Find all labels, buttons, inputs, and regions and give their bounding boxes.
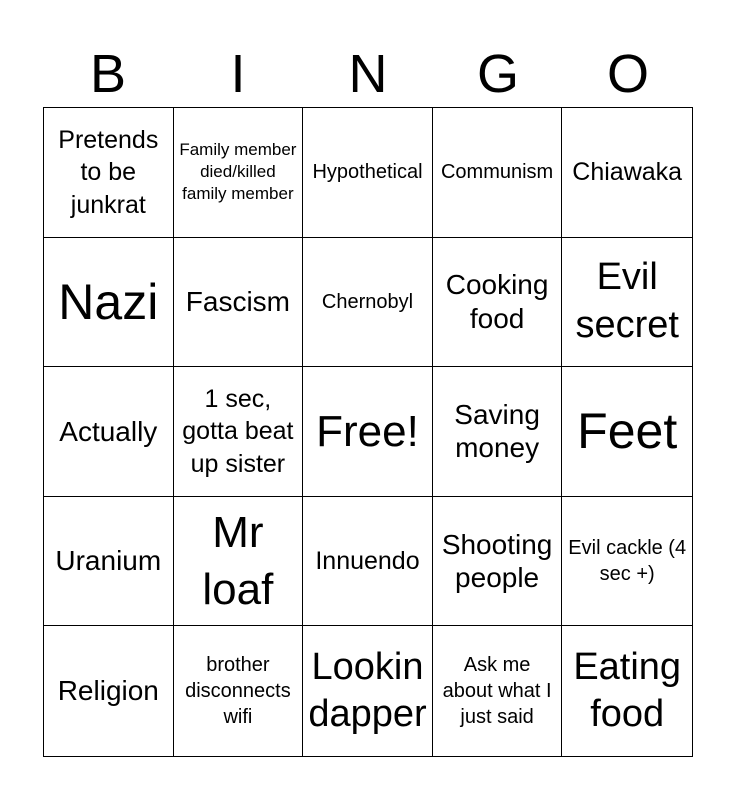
bingo-cell-r2-c3[interactable]	[433, 367, 563, 497]
cell-text: Fascism	[185, 286, 290, 318]
bingo-cell-r3-c2[interactable]	[303, 497, 433, 627]
bingo-cell-r1-c3[interactable]	[433, 238, 563, 368]
bingo-cell-r3-c3[interactable]	[433, 497, 563, 627]
bingo-cell-r3-c4[interactable]	[562, 497, 692, 627]
cell-text: Family member died/killed family member	[179, 140, 297, 204]
header-letter-g: G	[476, 44, 519, 104]
bingo-cell-r1-c1[interactable]	[174, 238, 304, 368]
cell-text: Lookin dapper	[308, 645, 427, 736]
bingo-header	[43, 44, 693, 104]
bingo-cell-r4-c4[interactable]	[562, 626, 692, 756]
cell-text: Actually	[59, 415, 158, 447]
cell-text: Feet	[577, 403, 678, 460]
cell-text: Chernobyl	[321, 290, 414, 313]
cell-text: Eating food	[573, 645, 682, 736]
bingo-cell-r2-c2[interactable]	[303, 367, 433, 497]
cell-text: Cooking food	[445, 269, 549, 334]
bingo-cell-r3-c1[interactable]	[174, 497, 304, 627]
header-letter-b: B	[89, 44, 127, 104]
cell-text: Nazi	[58, 273, 159, 330]
bingo-cell-r0-c2[interactable]	[303, 108, 433, 238]
cell-text: Mr loaf	[202, 507, 274, 615]
cell-text: brother disconnects wifi	[185, 654, 291, 729]
cell-text: Shooting people	[441, 528, 553, 594]
bingo-cell-r4-c0[interactable]	[44, 626, 174, 756]
bingo-cell-r2-c0[interactable]	[44, 367, 174, 497]
cell-text: Ask me about what I just said	[442, 654, 552, 729]
cell-text: Saving money	[454, 398, 540, 464]
header-letter-o: O	[606, 44, 649, 104]
bingo-cell-r1-c2[interactable]	[303, 238, 433, 368]
cell-text: Evil secret	[575, 256, 679, 346]
bingo-cell-r2-c1[interactable]	[174, 367, 304, 497]
header-letter-n: N	[348, 44, 388, 104]
bingo-cell-r1-c4[interactable]	[562, 238, 692, 368]
cell-text: Evil cackle (4 sec +)	[568, 537, 687, 586]
cell-text: Free!	[316, 406, 419, 456]
cell-text: Pretends to be junkrat	[58, 125, 159, 219]
cell-text: Hypothetical	[312, 161, 423, 184]
bingo-cell-r0-c3[interactable]	[433, 108, 563, 238]
bingo-cell-r1-c0[interactable]	[44, 238, 174, 368]
bingo-cell-r4-c3[interactable]	[433, 626, 563, 756]
cell-text: Uranium	[55, 545, 162, 577]
bingo-cell-r4-c1[interactable]	[174, 626, 304, 756]
cell-text: Innuendo	[315, 546, 420, 575]
bingo-cell-r0-c4[interactable]	[562, 108, 692, 238]
bingo-cell-r0-c1[interactable]	[174, 108, 304, 238]
bingo-cell-r0-c0[interactable]	[44, 108, 174, 238]
cell-text: Religion	[57, 675, 159, 707]
bingo-cell-r3-c0[interactable]	[44, 497, 174, 627]
cell-text: 1 sec, gotta beat up sister	[182, 384, 294, 478]
bingo-cell-r2-c4[interactable]	[562, 367, 692, 497]
bingo-cell-r4-c2[interactable]	[303, 626, 433, 756]
header-letter-i: I	[230, 44, 246, 104]
bingo-board	[43, 107, 693, 757]
cell-text: Chiawaka	[572, 158, 683, 187]
cell-text: Communism	[440, 161, 554, 184]
